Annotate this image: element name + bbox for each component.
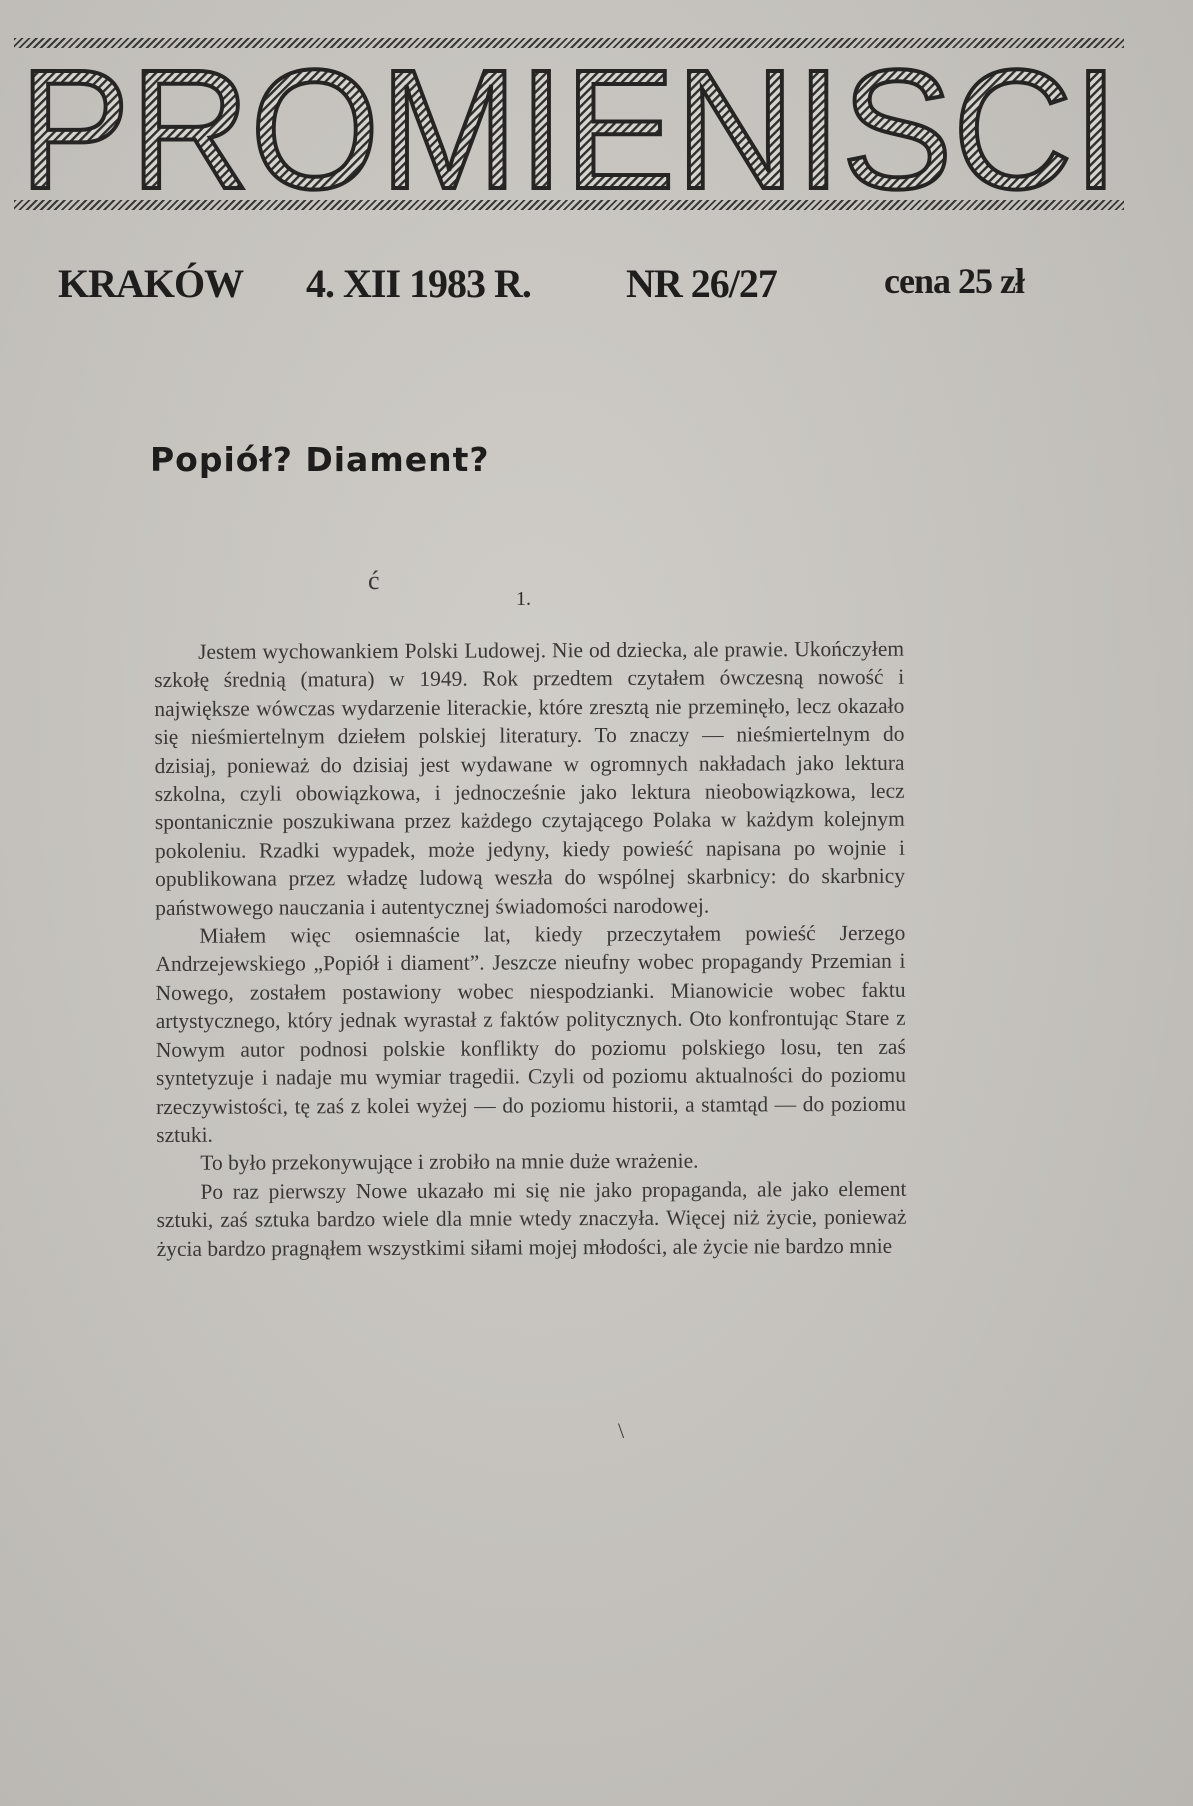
- stray-ink-mark: ć: [368, 566, 380, 595]
- article-title: Popiół? Diament?: [150, 440, 490, 479]
- article-paragraph: Jestem wychowankiem Polski Ludowej. Nie od dziecka, ale prawie. Ukończyłem szkołę średnią (matura) w 1949. Rok przedtem czytałem ówczesną nowość i największe wówczas wydarzenie literackie, które zresztą nie przeminęło, lecz okazało się nieśmiertelnym dziełem polskiej literatury. To znaczy — nieśmiertelnym do dzisiaj, ponieważ do dzisiaj jest wydawane w ogromnych nakładach jako lektura szkolna, czyli obowiązkowa, i jednocześnie jako lektura nieobowiązkowa, lecz spontanicznie poszukiwana przez każdego czytającego Polaka w każdym kolejnym pokoleniu. Rzadki wypadek, może jedyny, kiedy powieść napisana po wojnie i opublikowana przez władzę ludową weszła do wspólnej skarbnicy: do skarbnicy państwowego nauczania i autentycznej świadomości narodowej.: [154, 636, 906, 920]
- masthead-bottom-rule: [14, 200, 1124, 210]
- article-paragraph: Miałem więc osiemnaście lat, kiedy przeczytałem powieść Jerzego Andrzejewskiego „Popiół i diament”. Jeszcze nieufny wobec propagandy Przemian i Nowego, zostałem postawiony wobec niespodzianki. Mianowicie wobec faktu artystycznego, który jednak wyrastał z faktów politycznych. Oto konfrontując Stare z Nowym autor podnosi polskie konflikty do poziomu polskiego losu, ten zaś syntetyzuje i nadaje mu wymiar tragedii. Czyli od poziomu aktualności do poziomu rzeczywistości, tę zaś z kolei wyżej — do poziomu historii, a stamtąd — do poziomu sztuki.: [155, 920, 907, 1147]
- masthead: [14, 38, 1124, 218]
- article-body: [154, 635, 907, 1263]
- dateline-city: KRAKÓW: [58, 261, 244, 306]
- section-number: 1.: [516, 588, 531, 610]
- dateline-issue-number: NR 26/27: [626, 261, 777, 306]
- masthead-logo-graphic: [14, 52, 1124, 200]
- masthead-title: PROMIENISCI: [19, 52, 1119, 200]
- masthead-top-rule: [14, 38, 1124, 48]
- article-paragraph: Po raz pierwszy Nowe ukazało mi się nie jako propaganda, ale jako element sztuki, zaś sztuka bardzo wiele dla mnie wtedy znaczyła. Więcej niż życie, ponieważ życia bardzo pragnąłem wszystkimi siłami mojej młodości, ale życie nie bardzo mnie: [156, 1176, 907, 1261]
- dateline-price: cena 25 zł: [884, 261, 1024, 301]
- masthead-logo: [14, 52, 1124, 200]
- stray-ink-mark-bottom: \: [618, 1418, 625, 1443]
- article-paragraph: To było przekonywujące i zrobiło na mnie duże wrażenie.: [200, 1148, 699, 1176]
- dateline: [58, 260, 1068, 310]
- dateline-date: 4. XII 1983 R.: [306, 261, 531, 306]
